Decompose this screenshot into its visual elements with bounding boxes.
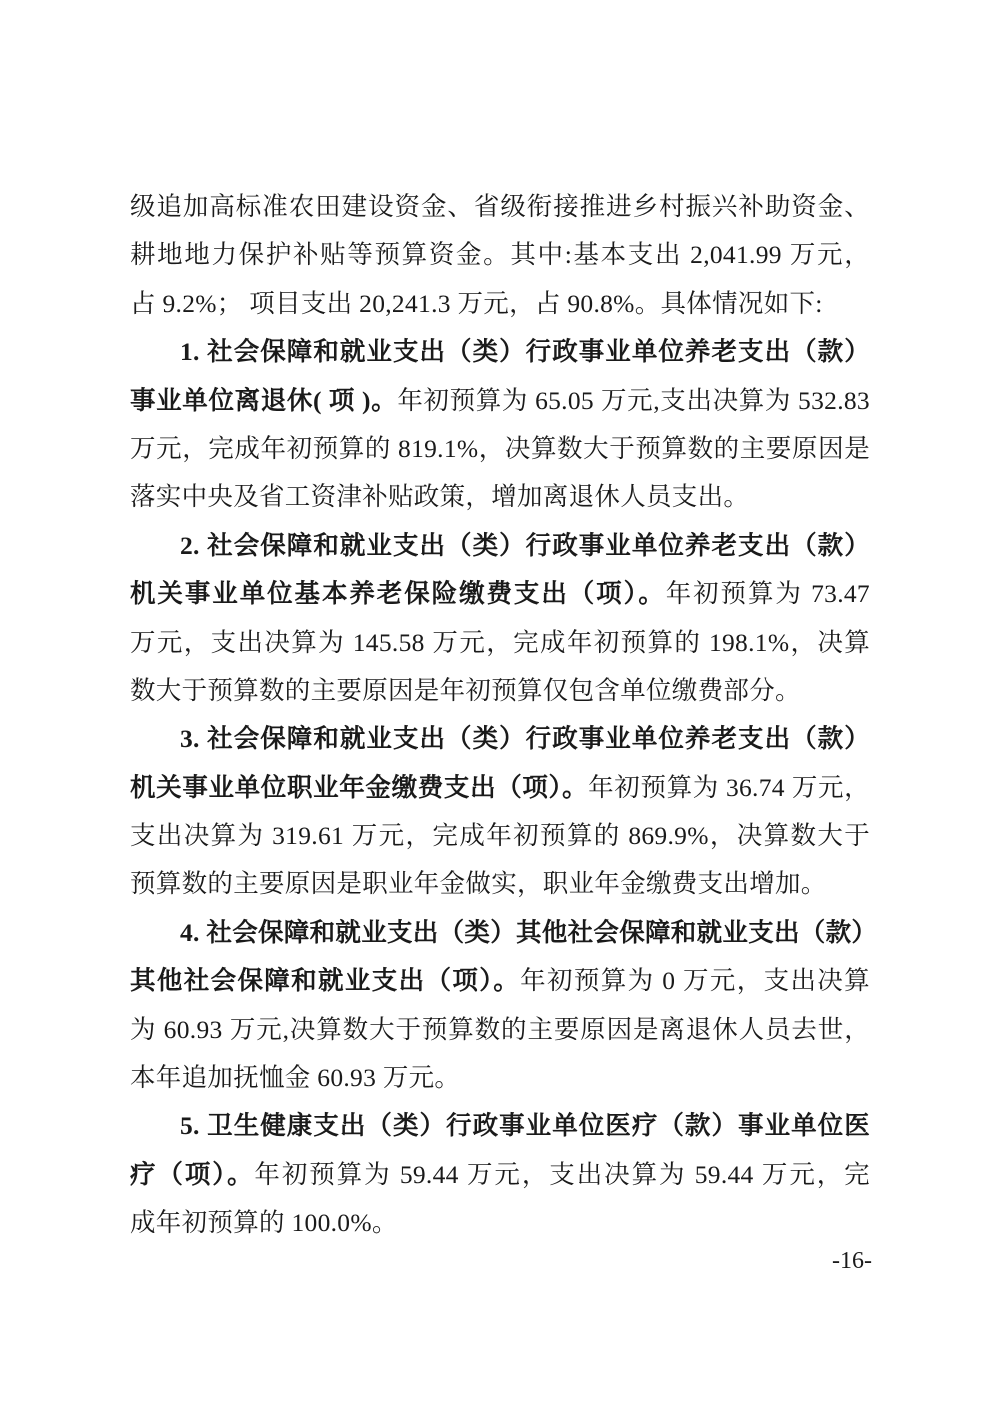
paragraph-item-3 bbox=[130, 715, 870, 909]
text-line bbox=[130, 1006, 870, 1054]
text-line bbox=[130, 667, 870, 715]
body-text: 为 60.93 万元,决算数大于预算数的主要原因是离退休人员去世， bbox=[130, 1014, 870, 1044]
body-text: 万元，支出决算为 145.58 万元，完成年初预算的 198.1%，决算 bbox=[130, 627, 870, 657]
text-line bbox=[130, 1199, 870, 1247]
section-heading-text: 机关事业单位职业年金缴费支出（项）。 bbox=[130, 772, 589, 802]
section-heading-text: 5. 卫生健康支出（类）行政事业单位医疗（款）事业单位医 bbox=[180, 1111, 870, 1141]
section-heading-text: 机关事业单位基本养老保险缴费支出（项）。 bbox=[130, 579, 666, 609]
document-body bbox=[130, 183, 878, 1248]
body-text: 支出决算为 319.61 万元，完成年初预算的 869.9%，决算数大于 bbox=[130, 821, 870, 851]
text-line bbox=[130, 715, 870, 763]
text-line bbox=[130, 328, 870, 376]
paragraph-item-4 bbox=[130, 909, 878, 1103]
text-line bbox=[130, 812, 870, 860]
body-text: 占 9.2%； 项目支出 20,241.3 万元，占 90.8%。具体情况如下: bbox=[130, 288, 823, 318]
text-line bbox=[130, 1054, 870, 1102]
text-line bbox=[130, 377, 870, 425]
section-heading-text: 4. 社会保障和就业支出（类）其他社会保障和就业支出（款） bbox=[180, 917, 878, 947]
text-line bbox=[130, 425, 870, 473]
text-line bbox=[130, 570, 870, 618]
text-line bbox=[130, 183, 870, 231]
section-heading-text: 事业单位离退休( 项 )。 bbox=[130, 385, 398, 415]
paragraph-item-1 bbox=[130, 328, 870, 522]
body-text: 级追加高标准农田建设资金、省级衔接推进乡村振兴补助资金、 bbox=[130, 192, 870, 221]
paragraph-item-5 bbox=[130, 1102, 870, 1247]
section-heading-text: 2. 社会保障和就业支出（类）行政事业单位养老支出（款） bbox=[180, 530, 870, 560]
body-text: 年初预算为 65.05 万元,支出决算为 532.83 bbox=[397, 385, 870, 415]
text-line bbox=[130, 1151, 870, 1199]
section-heading-text: 3. 社会保障和就业支出（类）行政事业单位养老支出（款） bbox=[180, 724, 870, 754]
paragraph-intro-continuation bbox=[130, 183, 870, 328]
body-text: 万元，完成年初预算的 819.1%，决算数大于预算数的主要原因是 bbox=[130, 433, 870, 463]
body-text: 预算数的主要原因是职业年金做实，职业年金缴费支出增加。 bbox=[130, 869, 827, 899]
body-text: 本年追加抚恤金 60.93 万元。 bbox=[130, 1063, 461, 1093]
text-line bbox=[130, 764, 870, 812]
text-line bbox=[130, 1102, 870, 1150]
page-number: -16- bbox=[832, 1248, 872, 1274]
text-line bbox=[130, 860, 870, 908]
text-line bbox=[130, 909, 878, 957]
section-heading-text: 1. 社会保障和就业支出（类）行政事业单位养老支出（款） bbox=[180, 337, 870, 367]
section-heading-text: 疗（项）。 bbox=[130, 1159, 255, 1189]
body-text: 成年初预算的 100.0%。 bbox=[130, 1208, 398, 1238]
text-line bbox=[130, 231, 870, 279]
body-text: 耕地地力保护补贴等预算资金。其中:基本支出 2,041.99 万元， bbox=[130, 240, 870, 270]
body-text: 数大于预算数的主要原因是年初预算仅包含单位缴费部分。 bbox=[130, 675, 801, 705]
section-heading-text: 其他社会保障和就业支出（项）。 bbox=[130, 966, 521, 996]
body-text: 落实中央及省工资津补贴政策，增加离退休人员支出。 bbox=[130, 482, 750, 512]
paragraph-item-2 bbox=[130, 522, 870, 716]
body-text: 年初预算为 59.44 万元，支出决算为 59.44 万元，完 bbox=[254, 1159, 870, 1189]
text-line bbox=[130, 522, 870, 570]
body-text: 年初预算为 0 万元，支出决算 bbox=[520, 966, 870, 996]
text-line bbox=[130, 619, 870, 667]
text-line bbox=[130, 957, 870, 1005]
text-line bbox=[130, 473, 870, 521]
text-line bbox=[130, 280, 870, 328]
body-text: 年初预算为 36.74 万元， bbox=[588, 772, 870, 802]
body-text: 年初预算为 73.47 bbox=[665, 579, 870, 609]
